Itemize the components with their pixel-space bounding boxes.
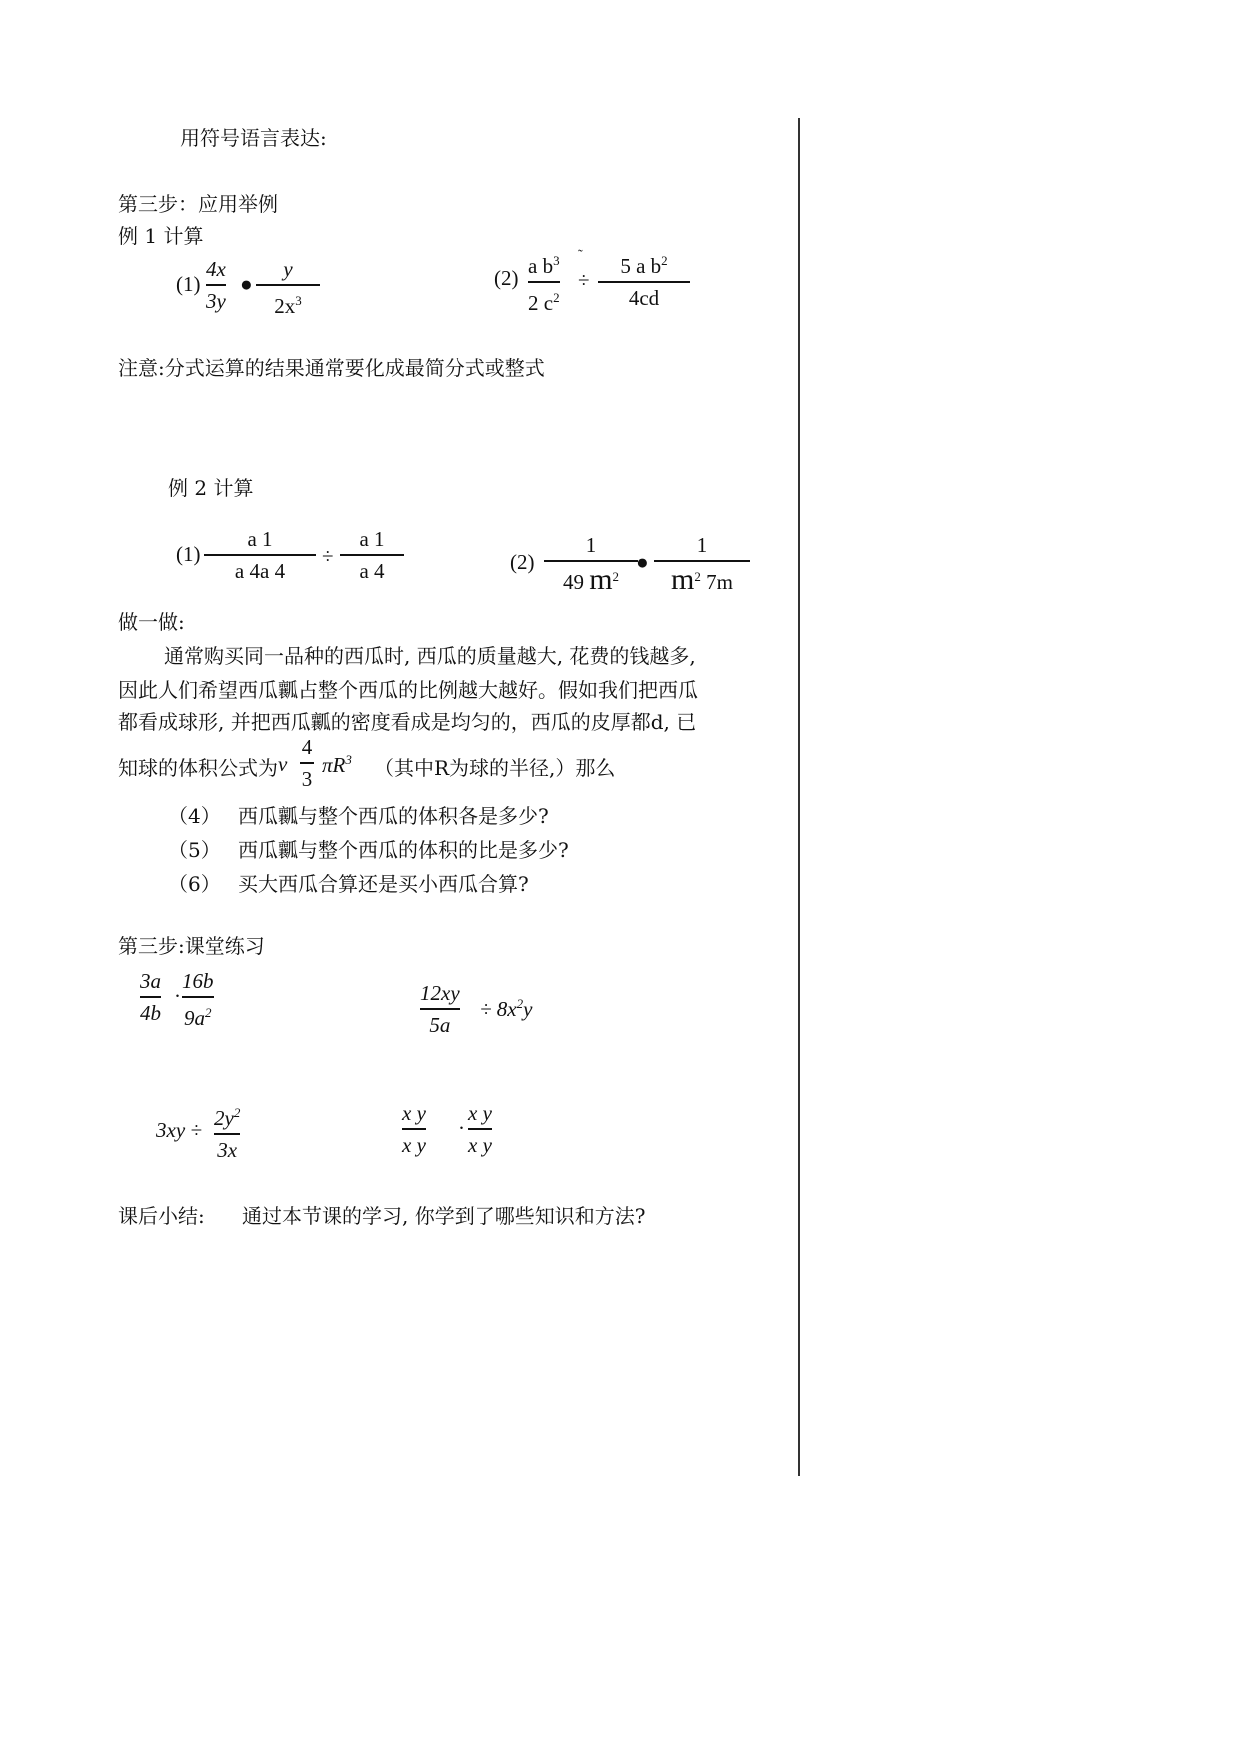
practice3-lead: 3xy ÷ (156, 1118, 202, 1142)
ex1-p2-fraction2: 5 a $b^2$ 4cd (598, 248, 690, 311)
example1-title: 例 1 计算 (118, 224, 204, 248)
practice1-n1: 3a (140, 969, 161, 993)
formula-num: 4 (301, 735, 313, 759)
formula-pi-r: $\pi R^3$ (322, 752, 352, 777)
practice3-d1: 3x (217, 1137, 238, 1162)
formula-suffix: （其中R为球的半径,）那么 (374, 756, 616, 780)
note: 注意:分式运算的结果通常要化成最简分式或整式 (118, 356, 545, 380)
practice4-n1: x y (402, 1101, 426, 1125)
ex2-p1-fraction2 (340, 526, 404, 584)
ex2-p2-num2: 1 (696, 533, 708, 557)
ex2-p1-den1: a 4a 4 (234, 558, 286, 583)
practice4-op: · (458, 1116, 465, 1140)
ex1-p1-label: (1) (176, 272, 201, 296)
ex1-p1-num1: 4x (206, 257, 226, 281)
summary-label: 课后小结: (118, 1204, 205, 1228)
practice1-fraction1 (140, 968, 161, 1026)
practice4-n2: x y (468, 1101, 492, 1125)
practice-title: 第三步:课堂练习 (118, 934, 265, 958)
practice1-d2: 9a (184, 1005, 205, 1030)
practice3-fraction: $2y^2$ 3x (214, 1105, 241, 1162)
practice4-fraction1 (402, 1100, 426, 1158)
ex2-p2-num1: 1 (585, 533, 597, 557)
ex1-p2-num2: 5 a b (620, 254, 662, 278)
formula-den: 3 (301, 766, 313, 791)
formula-fraction (300, 734, 314, 792)
ex1-p2-fraction1: a $b^3$ 2 $c^2$ (528, 253, 560, 315)
ex2-p2-op: ● (636, 550, 649, 574)
ex1-p1-den1: 3y (206, 288, 226, 313)
ex1-p1-num2: y (283, 257, 293, 281)
practice1-d1: 4b (140, 1000, 161, 1025)
ex1-p2-den2: 4cd (628, 285, 660, 310)
ex1-p2-label: (2) (494, 266, 519, 290)
question-5-num: （5） (168, 838, 221, 862)
practice2-n1: 12xy (420, 981, 460, 1005)
paragraph-line-3: 都看成球形, 并把西瓜瓤的密度看成是均匀的，西瓜的皮厚都d, 已 (118, 710, 697, 734)
ex2-p2-den1b: m (589, 562, 613, 596)
practice1-op: · (174, 984, 181, 1008)
paragraph-line-1: 通常购买同一品种的西瓜时, 西瓜的质量越大, 花费的钱越多, (164, 644, 696, 668)
practice1-n2: 16b (182, 969, 214, 993)
ex1-p1-op: ● (240, 272, 253, 296)
intro-line: 用符号语言表达: (180, 126, 327, 150)
example2-title: 例 2 计算 (168, 476, 254, 500)
practice4-d2: x y (468, 1132, 492, 1157)
practice2-fraction (420, 980, 460, 1038)
ex1-p1-fraction1 (206, 256, 226, 314)
formula-prefix: 知球的体积公式为 (118, 756, 278, 780)
question-6-num: （6） (168, 872, 221, 896)
ex1-p2-num1: a b (528, 254, 554, 278)
column-divider (798, 118, 800, 1476)
ex2-p1-label: (1) (176, 542, 201, 566)
practice3-n1: 2y (214, 1106, 234, 1130)
ex2-p2-den1a: 49 (562, 569, 584, 594)
ex2-p2-fraction2: 1 $m^2$ 7m (654, 532, 750, 595)
try-title: 做一做: (118, 610, 185, 634)
ex1-p2-tilde: ˜ (578, 248, 583, 263)
paragraph-line-2: 因此人们希望西瓜瓤占整个西瓜的比例越大越好。假如我们把西瓜 (118, 678, 698, 702)
ex2-p1-op: ÷ (322, 544, 334, 568)
ex2-p2-label: (2) (510, 550, 535, 574)
ex2-p2-den2b: 7m (706, 569, 733, 594)
question-4-num: （4） (168, 804, 221, 828)
ex2-p1-num1: a 1 (247, 527, 273, 551)
summary-text: 通过本节课的学习, 你学到了哪些知识和方法? (242, 1204, 646, 1228)
ex1-p1-fraction2: y $2x^3$ (256, 256, 320, 319)
practice2-rest: ÷ $8x^2y$ (480, 996, 533, 1021)
ex2-p1-den2: a 4 (359, 558, 385, 583)
ex2-p1-fraction1 (204, 526, 316, 584)
ex1-p2-den1: 2 c (528, 290, 554, 315)
ex2-p2-fraction1: 1 49 $m^2$ (544, 532, 638, 595)
ex2-p2-den2a: m (671, 562, 695, 596)
ex1-p1-den2: 2x (274, 293, 296, 318)
practice4-fraction2 (468, 1100, 492, 1158)
formula-v: v (278, 752, 288, 776)
question-4-text: 西瓜瓤与整个西瓜的体积各是多少? (238, 804, 549, 828)
ex2-p1-num2: a 1 (359, 527, 385, 551)
practice1-fraction2: 16b $9a^2$ (182, 969, 214, 1030)
step3-title: 第三步：应用举例 (118, 192, 278, 216)
practice4-d1: x y (402, 1132, 426, 1157)
practice2-d1: 5a (429, 1012, 451, 1037)
question-5-text: 西瓜瓤与整个西瓜的体积的比是多少? (238, 838, 569, 862)
question-6-text: 买大西瓜合算还是买小西瓜合算? (238, 872, 529, 896)
ex1-p2-op: ÷ (578, 268, 590, 292)
